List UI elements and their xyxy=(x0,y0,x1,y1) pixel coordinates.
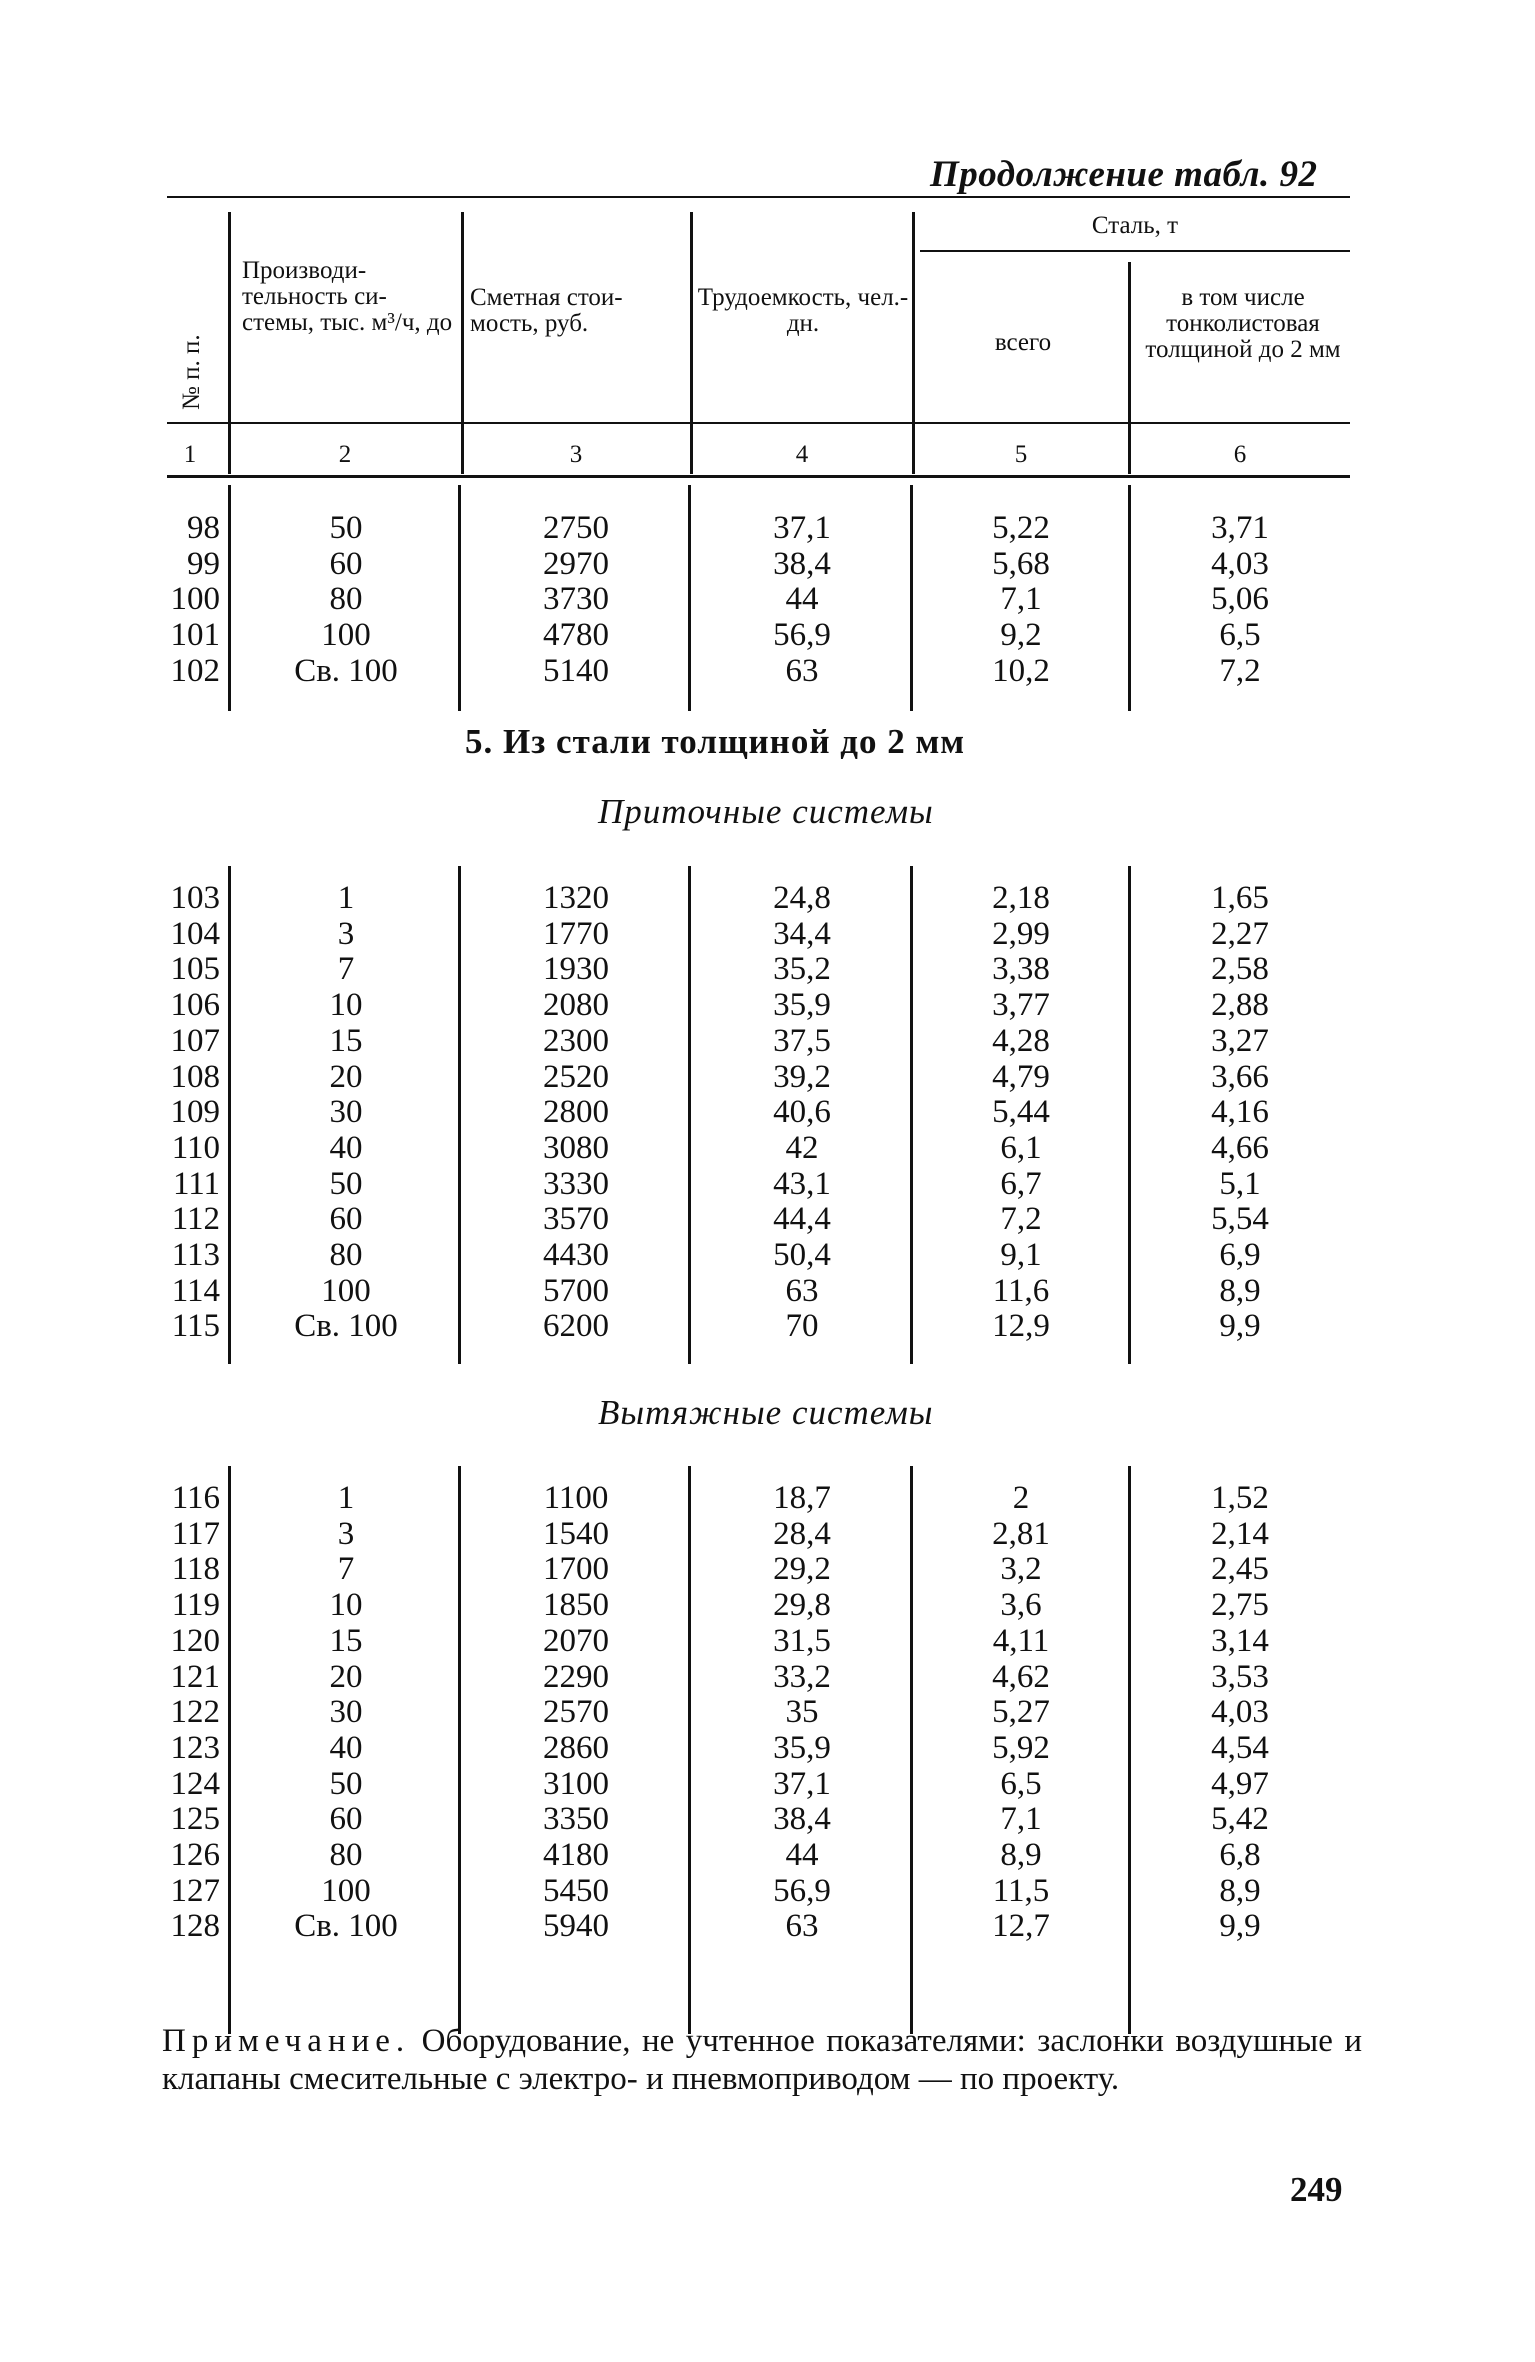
row-number-cell: 114 xyxy=(171,1272,220,1309)
column-divider xyxy=(688,866,691,1364)
table-cell: 3 xyxy=(337,915,355,952)
supply-systems-title: Приточные системы xyxy=(598,792,934,831)
column-divider xyxy=(910,485,913,711)
table-cell: 43,1 xyxy=(773,1165,831,1202)
table-cell: 1,52 xyxy=(1211,1480,1269,1516)
header-capacity: Производи- тельность си- стемы, тыс. м³/ч, до xyxy=(242,257,453,336)
table-cell: 7,2 xyxy=(1000,1201,1042,1238)
table-cell: 50 xyxy=(329,510,363,546)
table-cell: 30 xyxy=(329,1094,363,1131)
header-steel-group: Сталь, т xyxy=(1091,212,1179,239)
row-number-cell: 101 xyxy=(170,617,220,654)
table-cell: 10,2 xyxy=(992,652,1050,689)
exhaust-systems-title: Вытяжные системы xyxy=(598,1393,934,1432)
row-number-cell: 118 xyxy=(171,1551,220,1588)
table-cell: 29,2 xyxy=(773,1551,831,1588)
table-cell: 44 xyxy=(785,1837,819,1873)
table-cell: 7,1 xyxy=(1000,1801,1042,1838)
table-cell: 4,62 xyxy=(992,1658,1050,1695)
table-cell: 3350 xyxy=(543,1801,609,1838)
table-cell: 2,45 xyxy=(1211,1551,1269,1588)
col-number-5: 5 xyxy=(1014,441,1028,468)
table-cell: 42 xyxy=(785,1129,819,1166)
table-cell: 3,66 xyxy=(1211,1058,1269,1095)
row-number-cell: 112 xyxy=(171,1201,220,1238)
table-cell: 9,9 xyxy=(1219,1308,1261,1345)
table-cell: 4,16 xyxy=(1211,1094,1269,1131)
table-cell: 1 xyxy=(337,1480,355,1516)
column-divider xyxy=(458,866,461,1364)
table-cell: 5700 xyxy=(543,1272,609,1309)
table-top-rule xyxy=(167,196,1350,198)
row-number-cell: 111 xyxy=(172,1165,220,1202)
table-cell: 11,5 xyxy=(992,1872,1050,1909)
table-cell: 37,1 xyxy=(773,510,831,546)
table-cell: 3330 xyxy=(543,1165,609,1202)
table-cell: 12,7 xyxy=(992,1908,1050,1945)
table-cell: 1320 xyxy=(543,880,609,916)
table-cell: 38,4 xyxy=(773,545,831,582)
row-number-cell: 103 xyxy=(170,880,220,916)
table-cell: 8,9 xyxy=(1000,1837,1042,1873)
col-number-6: 6 xyxy=(1233,441,1247,468)
table-cell: 3,14 xyxy=(1211,1622,1269,1659)
column-divider xyxy=(228,866,231,1364)
table-cell: 5140 xyxy=(543,652,609,689)
table-cell: 3,27 xyxy=(1211,1022,1269,1059)
table-cell: 5,1 xyxy=(1219,1165,1261,1202)
table-cell: 1930 xyxy=(543,951,609,988)
row-number-cell: 102 xyxy=(170,652,220,689)
row-number-cell: 98 xyxy=(187,510,220,546)
table-cell: 5,22 xyxy=(992,510,1050,546)
table-cell: 5,27 xyxy=(992,1694,1050,1731)
table-cell: 2570 xyxy=(543,1694,609,1731)
table-cell: 24,8 xyxy=(773,880,831,916)
column-divider xyxy=(228,485,231,711)
table-cell: 2,14 xyxy=(1211,1515,1269,1552)
table-cell: 3,71 xyxy=(1211,510,1269,546)
table-cell: 1540 xyxy=(543,1515,609,1552)
header-divider-4 xyxy=(912,212,915,474)
table-cell: 2070 xyxy=(543,1622,609,1659)
table-cell: 2,18 xyxy=(992,880,1050,916)
table-cell: 3080 xyxy=(543,1129,609,1166)
table-cell: 50 xyxy=(329,1765,363,1802)
column-divider xyxy=(910,1466,913,2034)
table-cell: 37,5 xyxy=(773,1022,831,1059)
row-number-cell: 122 xyxy=(170,1694,220,1731)
column-divider xyxy=(1128,485,1131,711)
table-cell: Св. 100 xyxy=(294,1308,398,1345)
table-cell: 4180 xyxy=(543,1837,609,1873)
table-cell: 4,97 xyxy=(1211,1765,1269,1802)
table-cell: 33,2 xyxy=(773,1658,831,1695)
table-cell: 35,9 xyxy=(773,987,831,1024)
table-cell: 2750 xyxy=(543,510,609,546)
table-cell: 1700 xyxy=(543,1551,609,1588)
table-cell: 40,6 xyxy=(773,1094,831,1131)
table-cell: 6,9 xyxy=(1219,1237,1261,1273)
col-number-1: 1 xyxy=(183,441,197,468)
table-cell: 2800 xyxy=(543,1094,609,1131)
table-cell: 5,92 xyxy=(992,1729,1050,1766)
steel-group-rule xyxy=(920,250,1350,252)
table-cell: 44,4 xyxy=(773,1201,831,1238)
table-cell: 60 xyxy=(329,1201,363,1238)
table-cell: 100 xyxy=(321,1872,371,1909)
column-divider xyxy=(228,1466,231,2034)
table-cell: 5450 xyxy=(543,1872,609,1909)
table-cell: 31,5 xyxy=(773,1622,831,1659)
row-number-cell: 110 xyxy=(171,1129,220,1166)
table-cell: 2970 xyxy=(543,545,609,582)
table-cell: 2,88 xyxy=(1211,987,1269,1024)
table-cell: 1850 xyxy=(543,1587,609,1624)
row-number-cell: 104 xyxy=(170,915,220,952)
table-cell: 30 xyxy=(329,1694,363,1731)
table-cell: 7 xyxy=(337,951,355,988)
col-number-4: 4 xyxy=(795,441,809,468)
table-note xyxy=(162,2022,1362,2098)
table-cell: 34,4 xyxy=(773,915,831,952)
table-cell: 10 xyxy=(329,1587,363,1624)
row-number-cell: 124 xyxy=(170,1765,220,1802)
table-cell: 2 xyxy=(1012,1480,1030,1516)
table-cell: 28,4 xyxy=(773,1515,831,1552)
table-cell: 15 xyxy=(329,1622,363,1659)
row-number-cell: 128 xyxy=(170,1908,220,1945)
table-cell: 2,99 xyxy=(992,915,1050,952)
table-cell: 9,9 xyxy=(1219,1908,1261,1945)
table-cell: 8,9 xyxy=(1219,1272,1261,1309)
table-cell: 4,79 xyxy=(992,1058,1050,1095)
table-cell: 56,9 xyxy=(773,1872,831,1909)
column-divider xyxy=(688,485,691,711)
table-cell: 60 xyxy=(329,1801,363,1838)
table-cell: Св. 100 xyxy=(294,652,398,689)
table-cell: 7,1 xyxy=(1000,581,1042,618)
table-cell: 5,44 xyxy=(992,1094,1050,1131)
table-cell: 2290 xyxy=(543,1658,609,1695)
table-cell: 3 xyxy=(337,1515,355,1552)
column-divider xyxy=(1128,1466,1131,2034)
table-cell: 3,6 xyxy=(1000,1587,1042,1624)
header-num: № п. п. xyxy=(178,334,205,410)
table-cell: 6,5 xyxy=(1000,1765,1042,1802)
table-cell: 7 xyxy=(337,1551,355,1588)
row-number-cell: 116 xyxy=(171,1480,220,1516)
section-5-title: 5. Из стали толщиной до 2 мм xyxy=(465,722,966,761)
table-cell: 39,2 xyxy=(773,1058,831,1095)
table-cell: 50,4 xyxy=(773,1237,831,1273)
header-labor: Трудоемкость, чел.-дн. xyxy=(697,284,909,337)
row-number-cell: 105 xyxy=(170,951,220,988)
page-number: 249 xyxy=(1290,2170,1343,2209)
table-cell: 6,5 xyxy=(1219,617,1261,654)
table-cell: 1770 xyxy=(543,915,609,952)
header-steel-total: всего xyxy=(994,329,1052,356)
continuation-title: Продолжение табл. 92 xyxy=(930,154,1318,195)
table-cell: 40 xyxy=(329,1729,363,1766)
row-number-cell: 115 xyxy=(171,1308,220,1345)
table-cell: 2520 xyxy=(543,1058,609,1095)
table-cell: 6,1 xyxy=(1000,1129,1042,1166)
note-text: Оборудование, не учтенное показателями: заслонки воздушные и клапаны смесительные с электро- и пневмоприводом — по проекту. xyxy=(162,2023,1362,2097)
column-divider xyxy=(458,485,461,711)
table-cell: 5,42 xyxy=(1211,1801,1269,1838)
row-number-cell: 123 xyxy=(170,1729,220,1766)
table-cell: 100 xyxy=(321,617,371,654)
table-cell: 3100 xyxy=(543,1765,609,1802)
table-cell: 4780 xyxy=(543,617,609,654)
table-cell: 2,58 xyxy=(1211,951,1269,988)
header-steel-thin: в том числе тонколистовая толщиной до 2 мм xyxy=(1145,284,1341,363)
table-cell: 63 xyxy=(785,1908,819,1945)
table-cell: 5940 xyxy=(543,1908,609,1945)
table-cell: 1100 xyxy=(543,1480,609,1516)
row-number-cell: 120 xyxy=(170,1622,220,1659)
table-cell: 5,54 xyxy=(1211,1201,1269,1238)
row-number-cell: 108 xyxy=(170,1058,220,1095)
table-cell: 6200 xyxy=(543,1308,609,1345)
table-cell: 2080 xyxy=(543,987,609,1024)
row-number-cell: 107 xyxy=(170,1022,220,1059)
row-number-cell: 100 xyxy=(170,581,220,618)
table-cell: 63 xyxy=(785,1272,819,1309)
table-cell: 6,8 xyxy=(1219,1837,1261,1873)
table-cell: 4,28 xyxy=(992,1022,1050,1059)
row-number-cell: 99 xyxy=(187,545,220,582)
column-divider xyxy=(910,866,913,1364)
table-cell: Св. 100 xyxy=(294,1908,398,1945)
row-number-cell: 127 xyxy=(170,1872,220,1909)
table-cell: 2,27 xyxy=(1211,915,1269,952)
table-cell: 3,38 xyxy=(992,951,1050,988)
table-cell: 5,06 xyxy=(1211,581,1269,618)
row-number-cell: 125 xyxy=(170,1801,220,1838)
table-cell: 2860 xyxy=(543,1729,609,1766)
table-cell: 44 xyxy=(785,581,819,618)
column-numbers-rule xyxy=(167,475,1350,478)
table-cell: 9,1 xyxy=(1000,1237,1042,1273)
table-cell: 2,75 xyxy=(1211,1587,1269,1624)
header-divider-3 xyxy=(690,212,693,474)
header-divider-1 xyxy=(228,212,231,474)
table-cell: 80 xyxy=(329,1837,363,1873)
column-divider xyxy=(1128,866,1131,1364)
table-cell: 3,77 xyxy=(992,987,1050,1024)
table-cell: 80 xyxy=(329,581,363,618)
col-number-3: 3 xyxy=(569,441,583,468)
table-cell: 80 xyxy=(329,1237,363,1273)
table-cell: 9,2 xyxy=(1000,617,1042,654)
header-bottom-rule xyxy=(167,422,1350,424)
table-cell: 29,8 xyxy=(773,1587,831,1624)
table-cell: 4,03 xyxy=(1211,1694,1269,1731)
header-divider-2 xyxy=(461,212,464,474)
table-cell: 35,9 xyxy=(773,1729,831,1766)
col-number-2: 2 xyxy=(338,441,352,468)
row-number-cell: 106 xyxy=(170,987,220,1024)
note-label: Примечание. xyxy=(162,2023,411,2059)
table-cell: 4,03 xyxy=(1211,545,1269,582)
table-cell: 37,1 xyxy=(773,1765,831,1802)
table-cell: 40 xyxy=(329,1129,363,1166)
table-cell: 2300 xyxy=(543,1022,609,1059)
table-cell: 1,65 xyxy=(1211,880,1269,916)
row-number-cell: 117 xyxy=(171,1515,220,1552)
table-cell: 18,7 xyxy=(773,1480,831,1516)
table-cell: 4,54 xyxy=(1211,1729,1269,1766)
table-cell: 4,11 xyxy=(992,1622,1050,1659)
table-cell: 56,9 xyxy=(773,617,831,654)
column-divider xyxy=(688,1466,691,2034)
table-cell: 3570 xyxy=(543,1201,609,1238)
table-cell: 5,68 xyxy=(992,545,1050,582)
row-number-cell: 113 xyxy=(171,1237,220,1273)
table-cell: 35 xyxy=(785,1694,819,1731)
table-cell: 100 xyxy=(321,1272,371,1309)
table-cell: 38,4 xyxy=(773,1801,831,1838)
table-cell: 3,2 xyxy=(1000,1551,1042,1588)
table-cell: 20 xyxy=(329,1658,363,1695)
table-cell: 8,9 xyxy=(1219,1872,1261,1909)
table-cell: 2,81 xyxy=(992,1515,1050,1552)
table-cell: 50 xyxy=(329,1165,363,1202)
column-divider xyxy=(458,1466,461,2034)
table-cell: 3,53 xyxy=(1211,1658,1269,1695)
table-cell: 1 xyxy=(337,880,355,916)
table-cell: 4,66 xyxy=(1211,1129,1269,1166)
table-cell: 60 xyxy=(329,545,363,582)
table-cell: 12,9 xyxy=(992,1308,1050,1345)
table-cell: 10 xyxy=(329,987,363,1024)
table-cell: 7,2 xyxy=(1219,652,1261,689)
row-number-cell: 121 xyxy=(170,1658,220,1695)
table-cell: 3730 xyxy=(543,581,609,618)
row-number-cell: 119 xyxy=(171,1587,220,1624)
table-cell: 20 xyxy=(329,1058,363,1095)
table-cell: 35,2 xyxy=(773,951,831,988)
table-cell: 63 xyxy=(785,652,819,689)
row-number-cell: 126 xyxy=(170,1837,220,1873)
table-cell: 15 xyxy=(329,1022,363,1059)
table-cell: 4430 xyxy=(543,1237,609,1273)
table-cell: 6,7 xyxy=(1000,1165,1042,1202)
header-cost: Сметная стои- мость, руб. xyxy=(470,284,623,337)
table-cell: 11,6 xyxy=(992,1272,1050,1309)
table-cell: 70 xyxy=(785,1308,819,1345)
row-number-cell: 109 xyxy=(170,1094,220,1131)
